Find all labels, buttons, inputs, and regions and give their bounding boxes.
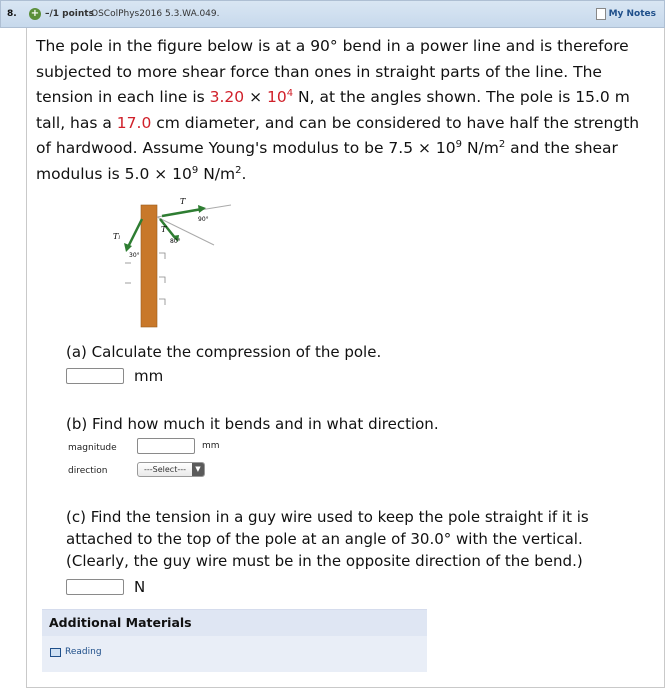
angle-90: 90° xyxy=(198,216,209,223)
label-t-left: Tₗ xyxy=(113,232,121,241)
part-a-unit: mm xyxy=(134,367,164,385)
label-t-mid: T xyxy=(161,225,167,234)
problem-line: subjected to more shear force than ones in straight parts of the line. The xyxy=(36,62,602,81)
problem-line: The pole in the figure below is at a 90° bend in a power line and is therefore xyxy=(36,37,629,55)
part-c-answer-row xyxy=(66,578,145,596)
problem-statement xyxy=(36,34,656,187)
problem-line: tall, has a 17.0 cm diameter, and can be considered to have half the strength xyxy=(36,113,640,132)
my-notes-label: My Notes xyxy=(608,9,656,19)
magnitude-unit: mm xyxy=(202,441,220,451)
book-icon xyxy=(50,648,61,657)
tension-arrow-left xyxy=(128,219,142,247)
part-a-question: (a) Calculate the compression of the pole. xyxy=(66,343,382,361)
direction-select-value: ---Select--- xyxy=(144,465,186,474)
problem-line: tension in each line is $3.20 \times 10^4$ N, at the angles shown. The pole is 15.0 m xyxy=(36,87,630,106)
problem-line: modulus is $5.0 \times 10^9$ $N/m^2$. xyxy=(36,164,247,183)
expand-icon[interactable]: + xyxy=(30,8,40,19)
reading-label: Reading xyxy=(65,647,102,657)
pole xyxy=(141,205,157,327)
magnitude-label: magnitude xyxy=(68,443,117,453)
diameter-value: 17.0 xyxy=(116,113,152,132)
angle-80: 80° xyxy=(170,238,181,245)
additional-materials-heading: Additional Materials xyxy=(42,610,427,636)
part-c-unit: N xyxy=(134,578,146,596)
part-c-line: attached to the top of the pole at an angle of 30.0° with the vertical. xyxy=(66,530,583,548)
part-c-answer-input[interactable] xyxy=(66,579,124,595)
part-c-line: (c) Find the tension in a guy wire used to keep the pole straight if it is xyxy=(66,508,589,526)
chevron-down-icon: ▼ xyxy=(192,463,204,476)
part-c-question xyxy=(66,506,666,572)
question-header xyxy=(0,0,665,28)
part-c-line: (Clearly, the guy wire must be in the opposite direction of the bend.) xyxy=(66,552,583,570)
problem-line: of hardwood. Assume Young's modulus to be $7.5 \times 10^9$ $N/m^2$ and the shear xyxy=(36,138,618,157)
question-source: OSColPhys2016 5.3.WA.049. xyxy=(91,9,220,19)
part-a-answer-row xyxy=(66,367,163,385)
points-label: –/1 points xyxy=(45,9,94,19)
question-number: 8. xyxy=(7,9,17,19)
tension-exponent: 4 xyxy=(286,87,294,99)
notes-icon xyxy=(596,8,606,20)
tension-base: 10 xyxy=(267,88,287,106)
pole-figure xyxy=(110,195,245,330)
angle-30: 30° xyxy=(129,252,140,259)
magnitude-input[interactable] xyxy=(137,438,195,454)
tension-arrow-top xyxy=(162,209,202,216)
tension-value: 3.20 xyxy=(209,88,245,106)
additional-materials xyxy=(42,609,427,672)
part-a-answer-input[interactable] xyxy=(66,368,124,384)
part-b-question: (b) Find how much it bends and in what direction. xyxy=(66,415,439,433)
my-notes-button[interactable] xyxy=(596,7,656,21)
label-t-top: T xyxy=(180,197,186,206)
direction-select[interactable] xyxy=(137,462,205,477)
direction-label: direction xyxy=(68,466,108,476)
reading-link[interactable] xyxy=(50,647,102,657)
